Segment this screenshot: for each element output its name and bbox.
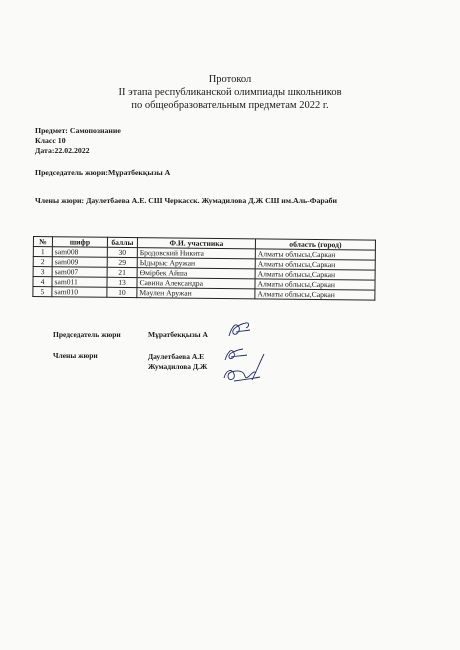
cell-number: 3 xyxy=(33,267,52,277)
col-header-code: шифр xyxy=(52,237,107,248)
cell-score: 30 xyxy=(107,247,137,257)
member2-signature-scribble xyxy=(216,350,272,390)
date-line: Дата:22.02.2022 xyxy=(35,146,90,155)
cell-score: 29 xyxy=(107,257,137,267)
signature-members-label: Члены жюри xyxy=(53,351,98,360)
subject-line: Предмет: Самопознание xyxy=(35,126,121,135)
col-header-score: баллы xyxy=(107,237,137,247)
jury-members-line: Члены жюри: Даулетбаева А.Е. СШ Черкасск. Жумадилова Д.Ж СШ им.Аль-Фараби xyxy=(35,196,337,205)
chair-signature-scribble xyxy=(226,318,254,342)
cell-region: Алматы облысы,Саркан xyxy=(255,249,375,260)
cell-number: 1 xyxy=(33,247,52,257)
cell-name: Өмірбек Айша xyxy=(137,268,255,279)
cell-code: sam010 xyxy=(52,287,107,298)
cell-code: sam011 xyxy=(52,277,107,288)
signature-member2-name: Жумадилова Д.Ж xyxy=(148,362,208,371)
cell-name: Савина Александра xyxy=(137,278,255,289)
cell-region: Алматы облысы,Саркан xyxy=(255,289,375,300)
cell-region: Алматы облысы,Саркан xyxy=(255,269,375,280)
col-header-number: № xyxy=(33,237,52,247)
results-table xyxy=(32,236,376,301)
cell-score: 10 xyxy=(107,287,137,297)
signature-chair-label: Председатель жюри xyxy=(53,330,121,339)
cell-name: Ыдырыс Аружан xyxy=(137,258,255,269)
cell-region: Алматы облысы,Саркан xyxy=(255,279,375,290)
cell-score: 13 xyxy=(107,277,137,287)
col-header-region: область (город) xyxy=(255,239,375,250)
cell-code: sam009 xyxy=(52,257,107,268)
signature-member1-name: Даулетбаева А.Е xyxy=(148,352,205,361)
cell-code: sam007 xyxy=(52,267,107,278)
cell-name: Бродовский Никита xyxy=(137,248,255,259)
class-line: Класс 10 xyxy=(35,136,66,145)
cell-score: 21 xyxy=(107,267,137,277)
col-header-name: Ф.И. участника xyxy=(137,238,255,249)
signature-chair-name: Мұратбекқызы А xyxy=(148,330,208,339)
protocol-title: Протокол xyxy=(208,74,252,85)
cell-number: 2 xyxy=(33,257,52,267)
cell-code: sam008 xyxy=(52,247,107,258)
cell-region: Алматы облысы,Саркан xyxy=(255,259,375,270)
cell-name: Мәулен Аружан xyxy=(137,288,255,299)
cell-number: 4 xyxy=(33,277,52,287)
jury-chair-line: Председатель жюри:Мұратбекқызы А xyxy=(35,168,171,177)
protocol-subtitle-subjects: по общеобразовательным предметам 2022 г. xyxy=(131,100,329,111)
cell-number: 5 xyxy=(33,287,52,297)
protocol-subtitle-stage: II этапа республиканской олимпиады школьников xyxy=(118,87,342,98)
